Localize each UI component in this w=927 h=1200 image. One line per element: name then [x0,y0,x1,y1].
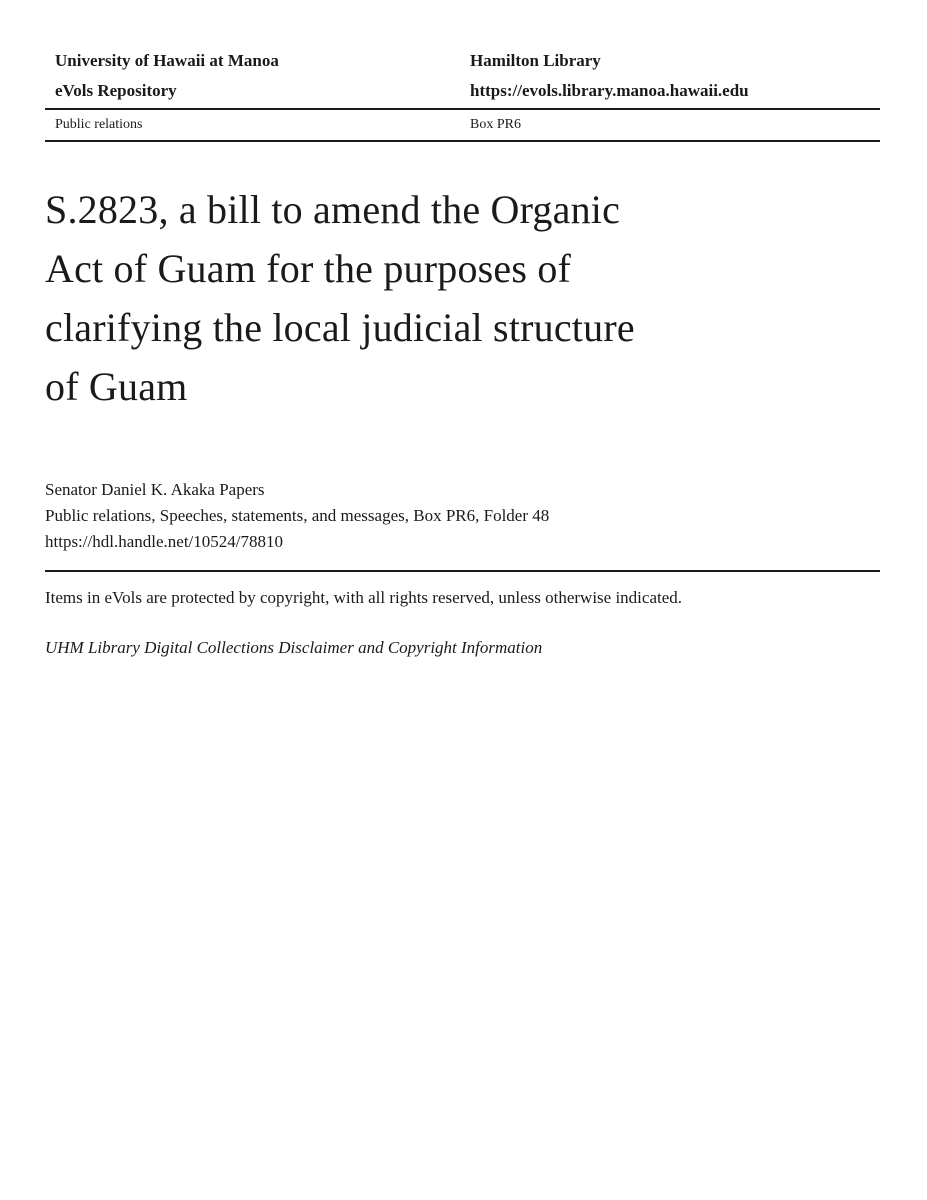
disclaimer-link[interactable]: UHM Library Digital Collections Disclaimer and Copyright Information [45,638,543,657]
collection-label: Public relations [55,117,143,132]
library-name: Hamilton Library [470,51,601,70]
letterhead [45,46,880,106]
letterhead-subrow [45,110,880,140]
document-title-line: Act of Guam for the purposes of [45,246,572,291]
footer-divider [45,570,880,572]
rights-statement: Items in eVols are protected by copyright, with all rights reserved, unless otherwise indicated. [45,588,683,607]
box-label: Box PR6 [470,117,521,132]
header-divider-bottom [45,140,880,142]
document-metadata [45,477,880,555]
handle-url-link[interactable]: https://hdl.handle.net/10524/78810 [45,532,283,551]
source-line: Public relations, Speeches, statements, and messages, Box PR6, Folder 48 [45,506,550,525]
document-title-line: of Guam [45,364,188,409]
collection-name: Senator Daniel K. Akaka Papers [45,480,265,499]
document-title-line: S.2823, a bill to amend the Organic [45,187,621,232]
institution-name: University of Hawaii at Manoa [55,51,279,70]
repository-url: https://evols.library.manoa.hawaii.edu [470,81,749,100]
page-content [45,46,880,662]
document-title [45,180,880,416]
repository-name: eVols Repository [55,81,177,100]
document-title-line: clarifying the local judicial structure [45,305,635,350]
